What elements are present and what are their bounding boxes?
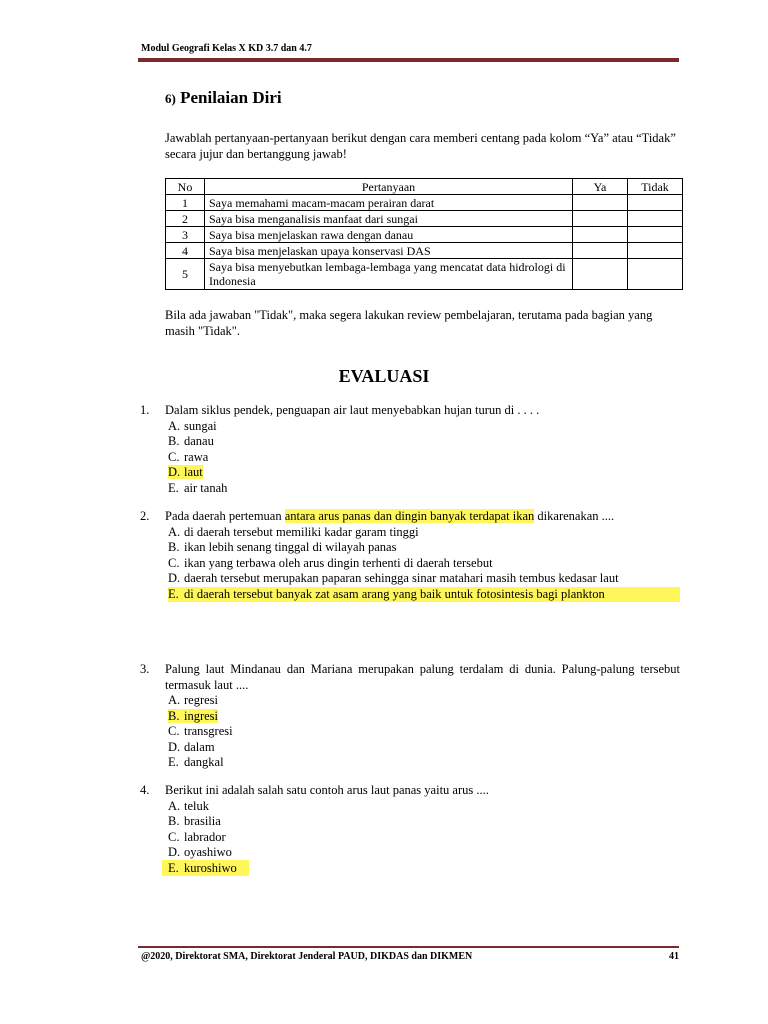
- answer-highlight: B. ingresi: [168, 708, 219, 723]
- row-question: Saya bisa menjelaskan rawa dengan danau: [205, 227, 573, 243]
- yes-checkbox-cell[interactable]: [573, 227, 628, 243]
- option-e[interactable]: E. air tanah: [168, 480, 228, 495]
- header-question: Pertanyaan: [205, 179, 573, 195]
- option-c[interactable]: C. transgresi: [168, 724, 233, 738]
- question-2: [140, 509, 680, 602]
- option-c[interactable]: C. labrador: [168, 829, 226, 844]
- self-assessment-table: [165, 178, 683, 290]
- row-question: Saya bisa menyebutkan lembaga-lembaga yang mencatat data hidrologi di Indonesia: [205, 259, 573, 290]
- row-number: 4: [166, 243, 205, 259]
- header-no: No: [166, 179, 205, 195]
- table-row: [166, 259, 683, 290]
- section-number: 6): [165, 91, 176, 106]
- header-no-answer: Tidak: [628, 179, 683, 195]
- option-b[interactable]: [168, 709, 680, 725]
- row-number: 1: [166, 195, 205, 211]
- option-e[interactable]: E. di daerah tersebut banyak zat asam arang yang baik untuk fotosintesis bagi plankton: [168, 587, 680, 603]
- yes-checkbox-cell[interactable]: [573, 259, 628, 290]
- option-d[interactable]: D. oyashiwo: [168, 845, 232, 859]
- header-yes: Ya: [573, 179, 628, 195]
- page-header: Modul Geografi Kelas X KD 3.7 dan 4.7: [141, 43, 312, 54]
- question-text: Palung laut Mindanau dan Mariana merupakan palung terdalam di dunia. Palung-palung tersebut termasuk laut ....: [165, 662, 680, 692]
- table-header-row: [166, 179, 683, 195]
- option-d[interactable]: D. dalam: [168, 739, 215, 754]
- table-row: [166, 227, 683, 243]
- row-number: 2: [166, 211, 205, 227]
- footer-rule: [138, 946, 679, 948]
- option-a[interactable]: A. regresi: [168, 693, 219, 707]
- option-e[interactable]: [168, 861, 680, 877]
- text-highlight: antara arus panas dan dingin banyak terdapat ikan: [284, 509, 535, 523]
- section-title: [165, 88, 282, 108]
- question-number: 2.: [140, 509, 150, 523]
- row-question: Saya bisa menjelaskan upaya konservasi DAS: [205, 243, 573, 259]
- page-number: 41: [669, 951, 679, 962]
- option-e[interactable]: E. dangkal: [168, 755, 224, 769]
- no-checkbox-cell[interactable]: [628, 195, 683, 211]
- option-b[interactable]: B. ikan lebih senang tinggal di wilayah panas: [168, 540, 397, 554]
- table-row: [166, 195, 683, 211]
- yes-checkbox-cell[interactable]: [573, 243, 628, 259]
- table-row: [166, 243, 683, 259]
- evaluation-title: EVALUASI: [338, 366, 430, 386]
- option-a[interactable]: A. teluk: [168, 798, 209, 813]
- option-d[interactable]: D. daerah tersebut merupakan paparan sehingga sinar matahari masih tembus kedasar laut: [168, 571, 619, 585]
- section-title-text: Penilaian Diri: [180, 88, 282, 107]
- option-d[interactable]: [168, 465, 680, 481]
- question-3: [140, 662, 680, 771]
- option-b[interactable]: B. brasilia: [168, 814, 221, 828]
- header-rule: [138, 58, 679, 62]
- option-a[interactable]: A. di daerah tersebut memiliki kadar garam tinggi: [168, 524, 419, 539]
- option-b[interactable]: B. danau: [168, 434, 214, 448]
- yes-checkbox-cell[interactable]: [573, 211, 628, 227]
- option-a[interactable]: A. sungai: [168, 418, 217, 433]
- no-checkbox-cell[interactable]: [628, 243, 683, 259]
- option-c[interactable]: C. rawa: [168, 449, 209, 464]
- no-checkbox-cell[interactable]: [628, 211, 683, 227]
- no-checkbox-cell[interactable]: [628, 259, 683, 290]
- question-4: [140, 783, 680, 876]
- option-c[interactable]: C. ikan yang terbawa oleh arus dingin terhenti di daerah tersebut: [168, 555, 493, 570]
- no-checkbox-cell[interactable]: [628, 227, 683, 243]
- question-number: 3.: [140, 662, 150, 676]
- table-row: [166, 211, 683, 227]
- page-footer: [141, 951, 679, 962]
- question-number: 4.: [140, 783, 150, 797]
- question-number: 1.: [140, 403, 150, 417]
- row-question: Saya bisa menganalisis manfaat dari sungai: [205, 211, 573, 227]
- row-number: 3: [166, 227, 205, 243]
- question-text: Dalam siklus pendek, penguapan air laut menyebabkan hujan turun di . . . .: [165, 403, 540, 417]
- review-note: Bila ada jawaban "Tidak", maka segera lakukan review pembelajaran, terutama pada bagian yang masih "Tidak".: [165, 308, 653, 338]
- row-question: Saya memahami macam-macam perairan darat: [205, 195, 573, 211]
- question-1: [140, 403, 680, 496]
- yes-checkbox-cell[interactable]: [573, 195, 628, 211]
- intro-paragraph: Jawablah pertanyaan-pertanyaan berikut dengan cara memberi centang pada kolom “Ya” atau “Tidak” secara jujur dan bertanggung jawab!: [165, 131, 676, 161]
- row-number: 5: [166, 259, 205, 290]
- question-text: Pada daerah pertemuan antara arus panas dan dingin banyak terdapat ikan dikarenakan ....: [165, 509, 615, 523]
- question-text: Berikut ini adalah salah satu contoh arus laut panas yaitu arus ....: [165, 783, 489, 797]
- answer-highlight: E. kuroshiwo: [162, 860, 249, 876]
- answer-highlight: D. laut: [168, 465, 203, 479]
- footer-text: @2020, Direktorat SMA, Direktorat Jenderal PAUD, DIKDAS dan DIKMEN: [141, 951, 473, 962]
